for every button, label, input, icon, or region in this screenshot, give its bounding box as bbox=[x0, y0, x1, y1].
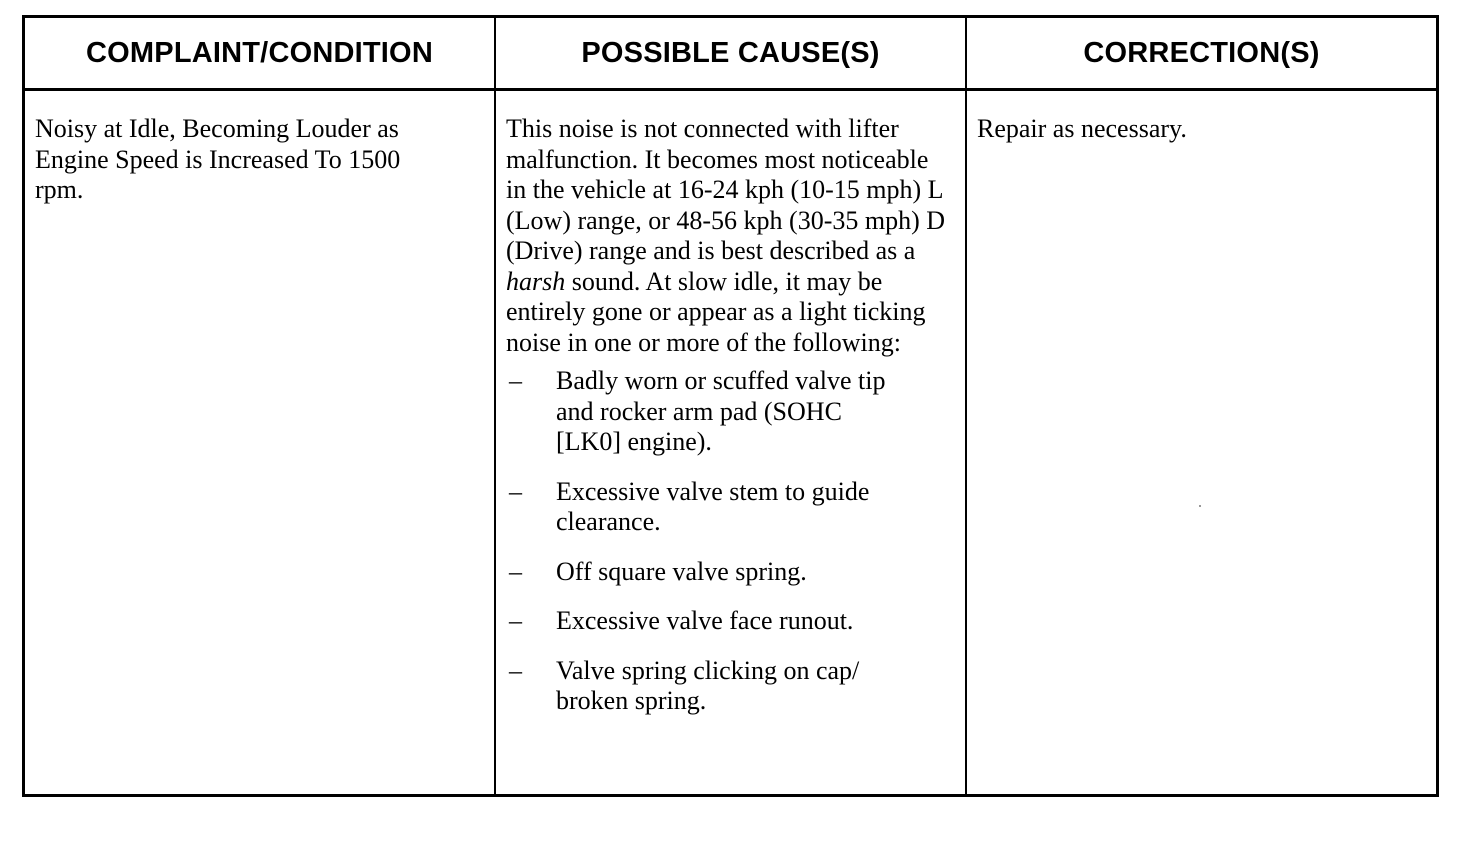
cause-intro-part-1: This noise is not connected with lifter malfunction. It becomes most noticeable in the vehicle at 16-24 kph (10-15 mph) L (Low) range, or 48-56 kph (30-35 mph) D (Drive) range and is best described as a bbox=[506, 114, 946, 265]
cause-list bbox=[506, 366, 955, 717]
cause-item-text: Off square valve spring. bbox=[556, 556, 807, 586]
cause-list-item bbox=[506, 656, 906, 717]
cause-list-item bbox=[506, 477, 911, 538]
dash-bullet: – bbox=[509, 655, 522, 685]
cause-list-item bbox=[506, 366, 906, 458]
complaint-text: Noisy at Idle, Becoming Louder as Engine Speed is Increased To 1500 rpm. bbox=[35, 114, 401, 204]
correction-cell bbox=[967, 91, 1436, 794]
cause-item-text: Excessive valve face runout. bbox=[556, 606, 854, 635]
scan-speck bbox=[1199, 505, 1201, 507]
dash-bullet: – bbox=[509, 476, 522, 506]
dash-bullet: – bbox=[509, 556, 522, 586]
dash-bullet: – bbox=[509, 366, 522, 395]
cause-intro-emphasis: harsh bbox=[506, 266, 566, 296]
cause-item-text: Badly worn or scuffed valve tip and rocker arm pad (SOHC [LK0] engine). bbox=[556, 366, 886, 456]
cause-item-text: Valve spring clicking on cap/ broken spring. bbox=[556, 655, 860, 715]
header-corrections: CORRECTION(S) bbox=[967, 18, 1436, 91]
cause-intro-text bbox=[506, 114, 951, 358]
correction-text: Repair as necessary. bbox=[977, 114, 1187, 143]
cause-list-item bbox=[506, 606, 956, 637]
diagnosis-table bbox=[22, 15, 1439, 797]
header-possible-causes: POSSIBLE CAUSE(S) bbox=[496, 18, 967, 91]
cause-list-item bbox=[506, 557, 956, 588]
cause-intro-part-2: sound. At slow idle, it may be entirely gone or appear as a light ticking noise in one or more of the following: bbox=[506, 266, 926, 357]
header-complaint-condition: COMPLAINT/CONDITION bbox=[25, 18, 496, 91]
dash-bullet: – bbox=[509, 606, 522, 635]
cause-item-text: Excessive valve stem to guide clearance. bbox=[556, 476, 870, 536]
complaint-cell bbox=[25, 91, 496, 794]
possible-cause-cell bbox=[496, 91, 967, 794]
